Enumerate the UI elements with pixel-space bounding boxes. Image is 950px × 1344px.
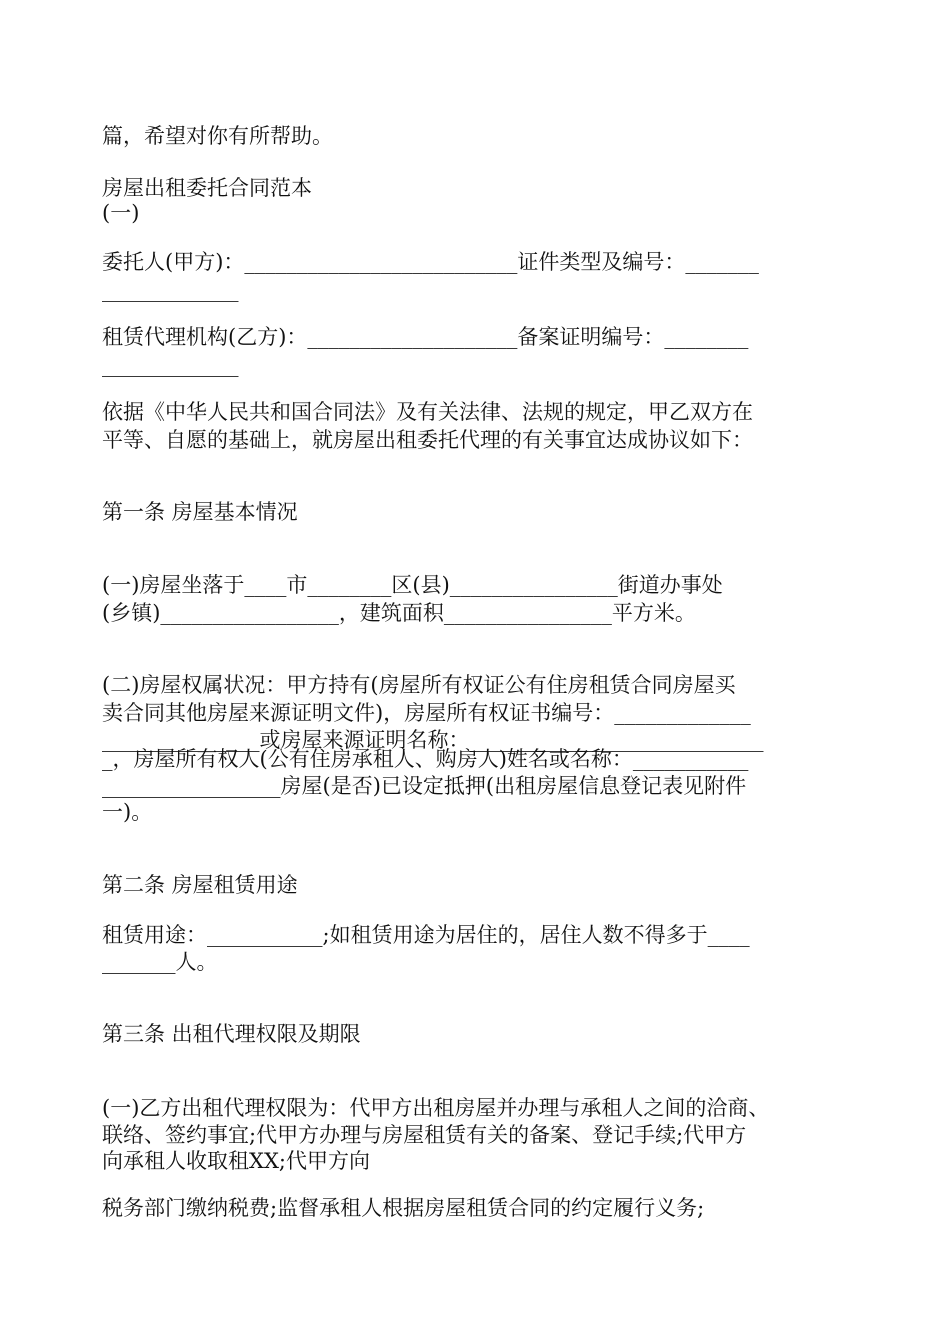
article-heading: 第二条 房屋租赁用途: [102, 873, 298, 897]
text-line: _____________: [102, 278, 239, 302]
text-line: (乡镇)_________________，建筑面积________________平方米。: [102, 601, 696, 625]
text-line: (二)房屋权属状况：甲方持有(房屋所有权证公有住房租赁合同房屋买: [102, 673, 736, 697]
text-line: 税务部门缴纳税费;监督承租人根据房屋租赁合同的约定履行义务;: [102, 1196, 705, 1220]
text-line: 篇，希望对你有所帮助。: [102, 124, 333, 148]
text-line: 平等、自愿的基础上，就房屋出租委托代理的有关事宜达成协议如下：: [102, 428, 753, 452]
text-line: 租赁用途：___________;如租赁用途为居住的，居住人数不得多于____: [102, 923, 750, 947]
text-line: _________________房屋(是否)已设定抵押(出租房屋信息登记表见附件: [102, 774, 747, 798]
text-line: _______________或房屋来源证明名称：____________________________: [102, 728, 764, 752]
text-line: 委托人(甲方)：__________________________证件类型及编号：_______: [102, 250, 759, 274]
text-line: 卖合同其他房屋来源证明文件)，房屋所有权证书编号：_____________: [102, 701, 751, 725]
text-line: _______人。: [102, 950, 218, 974]
text-line: 联络、签约事宜;代甲方办理与房屋租赁有关的备案、登记手续;代甲方: [102, 1123, 747, 1147]
text-line: 租赁代理机构(乙方)：____________________备案证明编号：________: [102, 325, 749, 349]
contract-title: 房屋出租委托合同范本: [102, 176, 312, 200]
text-line: (一)房屋坐落于____市________区(县)________________街道办事处: [102, 573, 723, 597]
article-heading: 第一条 房屋基本情况: [102, 500, 298, 524]
contract-number: (一): [102, 201, 140, 225]
text-line: 一)。: [102, 800, 153, 824]
text-line: 依据《中华人民共和国合同法》及有关法律、法规的规定，甲乙双方在: [102, 400, 753, 424]
text-line: 向承租人收取租XX;代甲方向: [102, 1149, 370, 1173]
text-line: _，房屋所有权人(公有住房承租人、购房人)姓名或名称：___________: [102, 747, 749, 771]
article-heading: 第三条 出租代理权限及期限: [102, 1022, 361, 1046]
text-line: (一)乙方出租代理权限为：代甲方出租房屋并办理与承租人之间的洽商、: [102, 1096, 770, 1120]
text-line: _____________: [102, 353, 239, 377]
